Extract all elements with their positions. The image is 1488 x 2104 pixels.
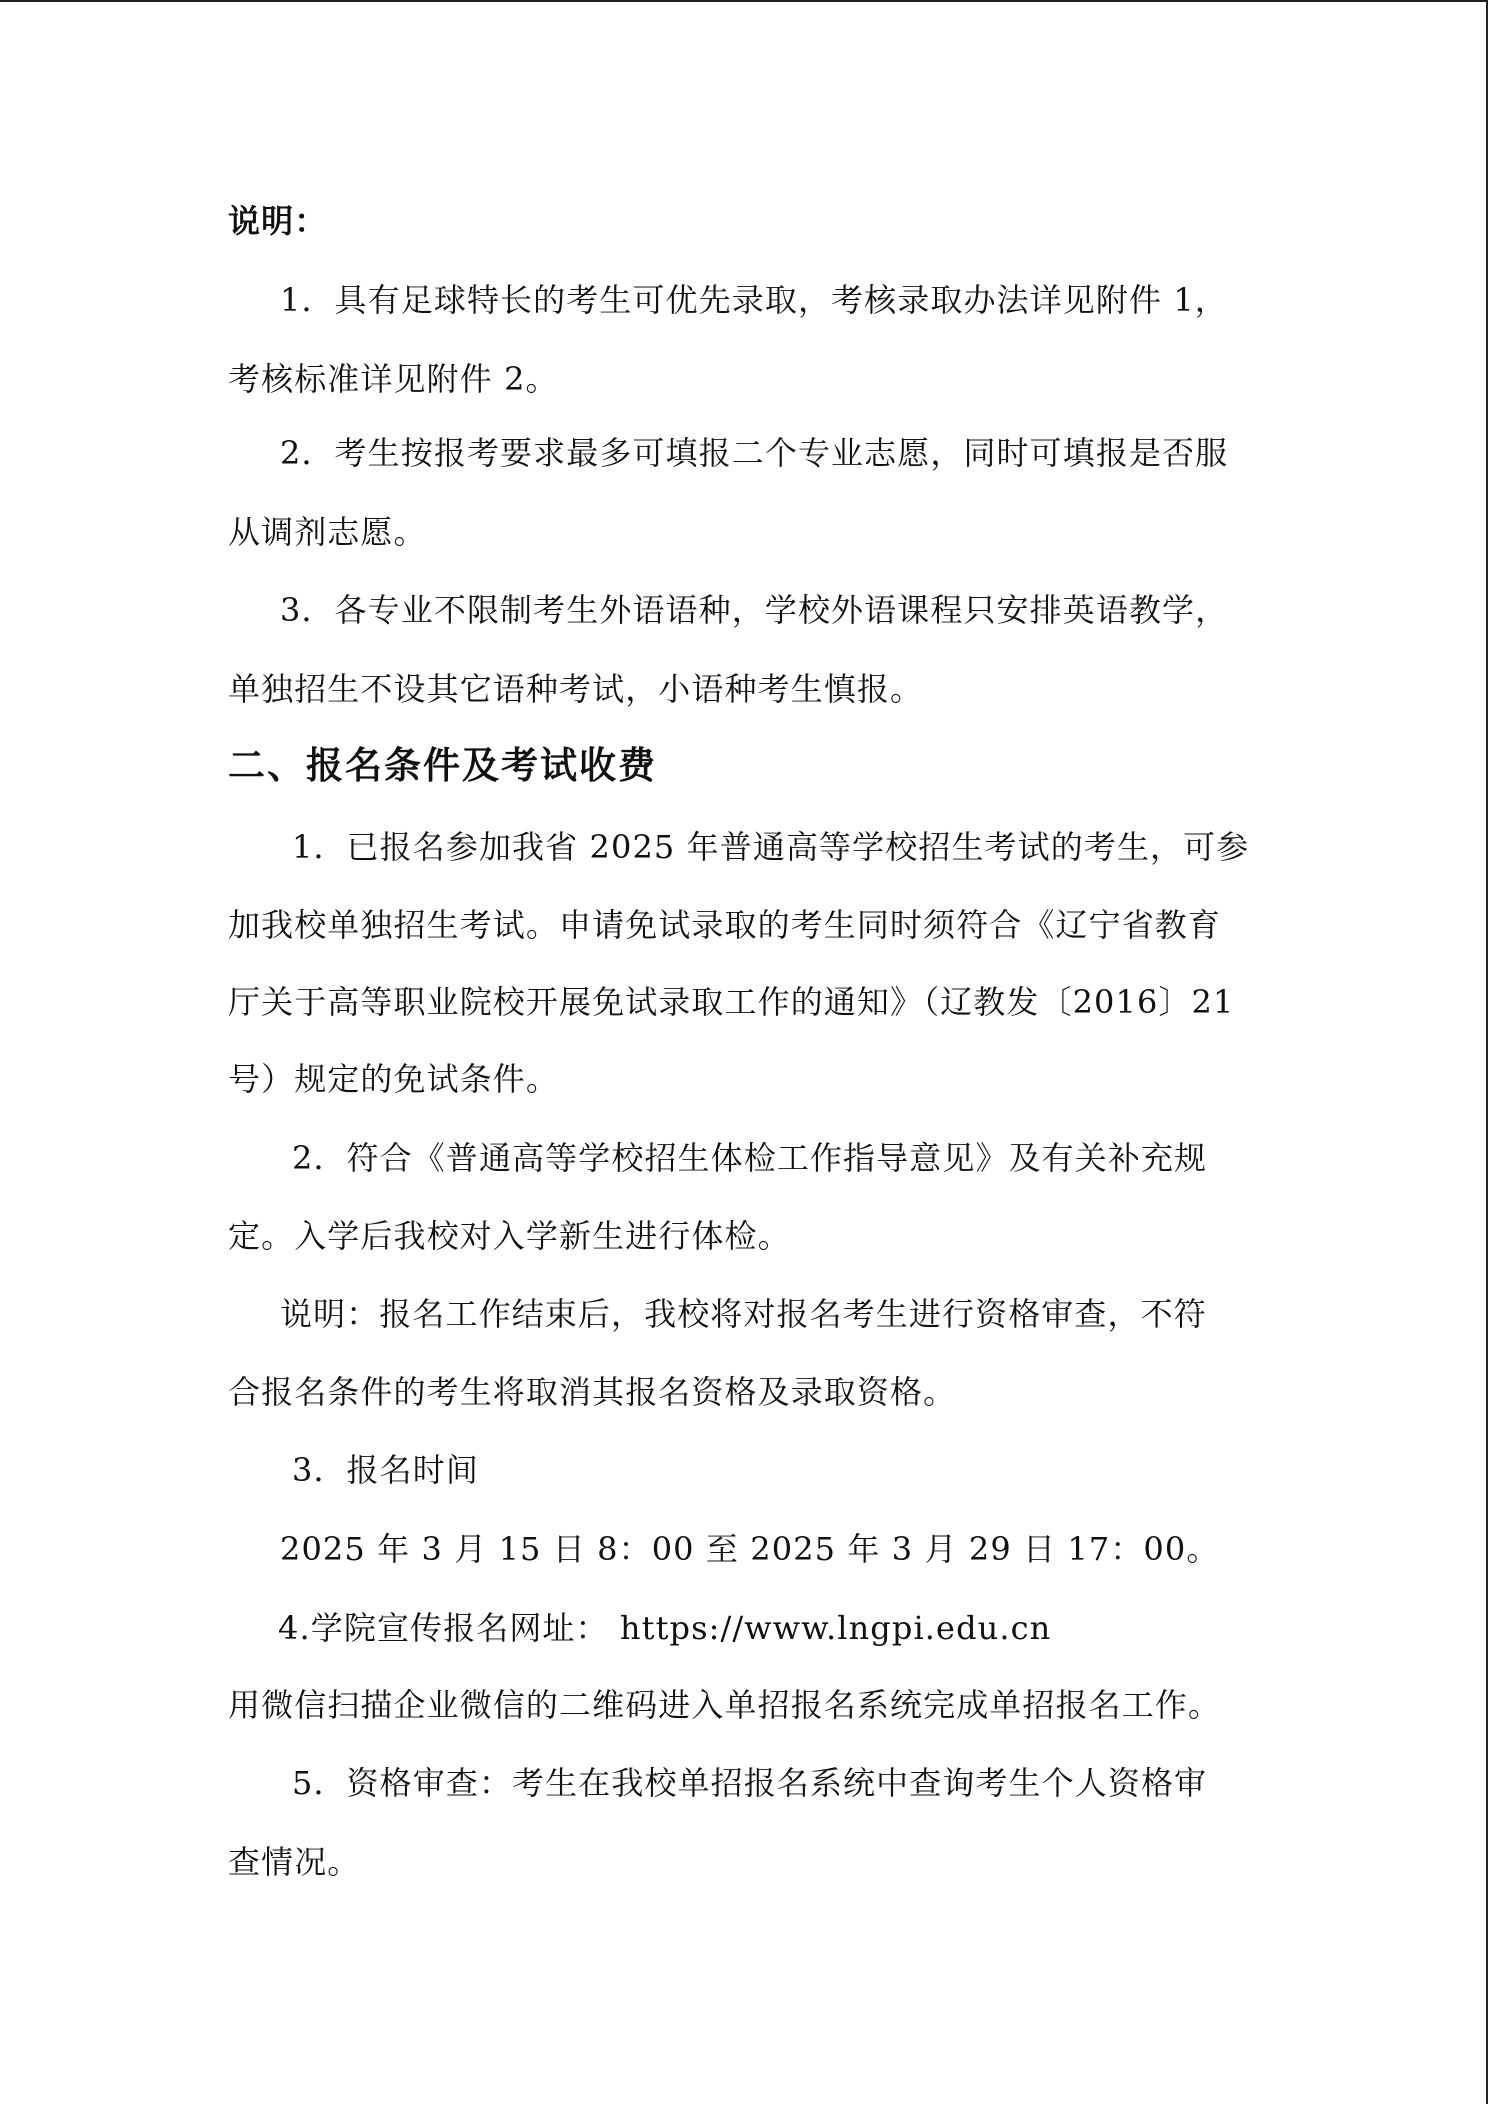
condition-5-line-2: 查情况。: [228, 1843, 361, 1881]
condition-1-line-1: 1．已报名参加我省 2025 年普通高等学校招生考试的考生，可参: [292, 828, 1250, 866]
note-item-1-line-2: 考核标准详见附件 2。: [228, 360, 559, 398]
registration-time: 2025 年 3 月 15 日 8：00 至 2025 年 3 月 29 日 17：00。: [280, 1530, 1220, 1568]
note-item-3-line-2: 单独招生不设其它语种考试，小语种考生慎报。: [228, 670, 924, 708]
note-item-2-line-1: 2．考生按报考要求最多可填报二个专业志愿，同时可填报是否服: [280, 434, 1229, 472]
section-heading: 二、报名条件及考试收费: [228, 744, 657, 787]
condition-5-line-1: 5．资格审查：考生在我校单招报名系统中查询考生个人资格审: [292, 1764, 1208, 1802]
condition-4-website: 4.学院宣传报名网址： https://www.lngpi.edu.cn: [278, 1609, 1052, 1647]
remark-line-1: 说明：报名工作结束后，我校将对报名考生进行资格审查，不符: [280, 1295, 1207, 1333]
condition-2-line-2: 定。入学后我校对入学新生进行体检。: [228, 1217, 791, 1255]
condition-4-note: 用微信扫描企业微信的二维码进入单招报名系统完成单招报名工作。: [228, 1686, 1222, 1724]
note-item-1-line-1: 1．具有足球特长的考生可优先录取，考核录取办法详见附件 1，: [280, 281, 1228, 319]
remark-line-2: 合报名条件的考生将取消其报名资格及录取资格。: [228, 1373, 957, 1411]
condition-1-line-3: 厅关于高等职业院校开展免试录取工作的通知》（辽教发〔2016〕21: [228, 983, 1235, 1021]
note-item-3-line-1: 3．各专业不限制考生外语语种，学校外语课程只安排英语教学，: [280, 591, 1229, 629]
condition-3-title: 3．报名时间: [292, 1451, 479, 1489]
note-item-2-line-2: 从调剂志愿。: [228, 513, 427, 551]
condition-1-line-2: 加我校单独招生考试。申请免试录取的考生同时须符合《辽宁省教育: [228, 906, 1222, 944]
condition-1-line-4: 号）规定的免试条件。: [228, 1060, 560, 1098]
note-heading: 说明：: [228, 202, 328, 240]
condition-2-line-1: 2．符合《普通高等学校招生体检工作指导意见》及有关补充规: [292, 1139, 1208, 1177]
